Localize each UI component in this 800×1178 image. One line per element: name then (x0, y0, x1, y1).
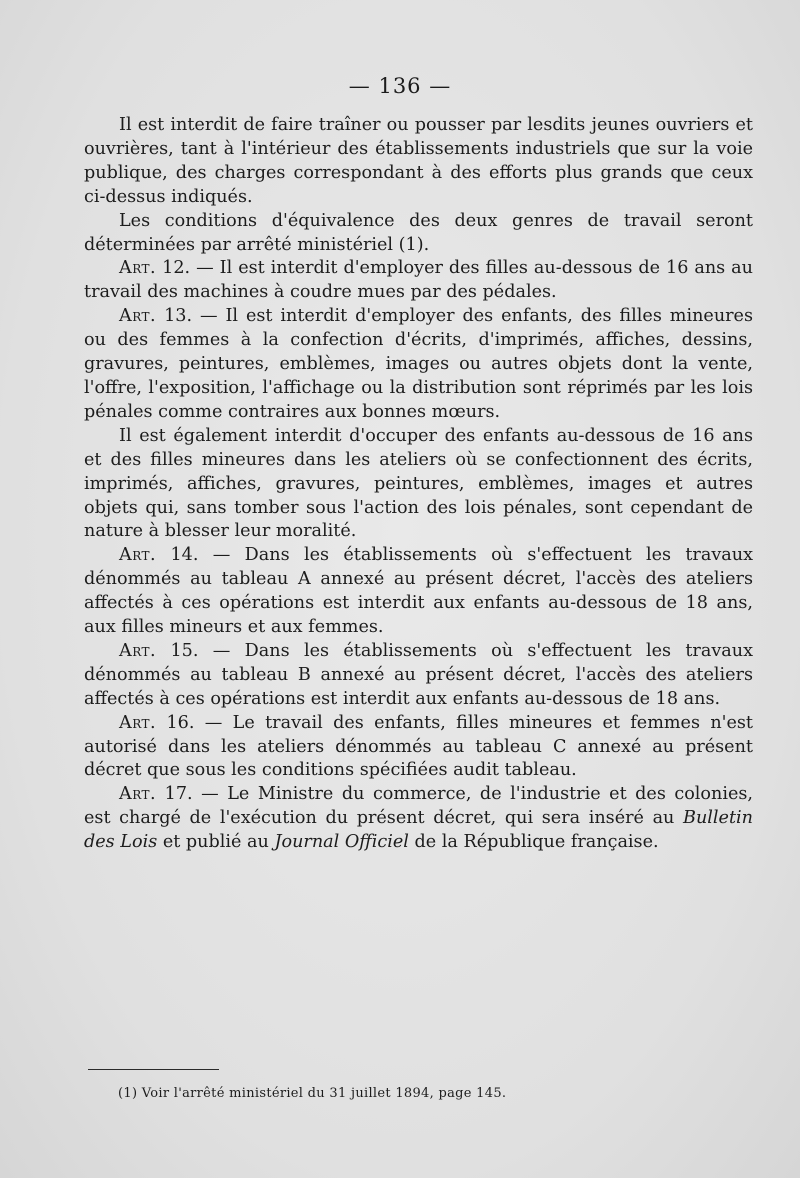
footnote: (1) Voir l'arrêté ministériel du 31 juillet 1894, page 145. (118, 1086, 507, 1101)
paragraph-text: 16. — Le travail des enfants, filles mineures et femmes n'est autorisé dans les ateliers dénommés au tableau C annexé au présent décret que sous les conditions spécifiées audit tableau. (84, 712, 753, 781)
bulletin-des-lois-title: Bulletin des Lois (84, 808, 753, 853)
paragraph-text: et publié au (162, 832, 269, 853)
paragraph-text: 14. — Dans les établissements où s'effectuent les travaux dénommés au tableau A annexé au présent décret, l'accès des ateliers affectés à ces opérations est interdit aux enfants au-dessous de 18 ans, aux filles mineurs et aux femmes. (84, 545, 754, 638)
footnote-divider (88, 1069, 219, 1070)
article-label: Art. (119, 258, 157, 279)
paragraph-text: 15. — Dans les établissements où s'effectuent les travaux dénommés au tableau B annexé au présent décret, l'accès des ateliers affectés à ces opérations est interdit aux enfants au-dessous de 18 ans. (84, 640, 754, 709)
paragraph-text: Il est interdit de faire traîner ou pousser par lesdits jeunes ouvriers et ouvrières, tant à l'intérieur des établissements industriels que sur la voie publique, des charges correspondant à des efforts plus grands que ceux ci-dessus indiqués. (84, 115, 753, 207)
body-text (84, 114, 753, 855)
paragraph-article-13 (84, 305, 753, 425)
paragraph-article-14 (84, 544, 753, 640)
paragraph-article-12 (84, 257, 753, 305)
article-label: Art. (119, 545, 157, 566)
article-label: Art. (119, 784, 157, 805)
article-label: Art. (119, 306, 157, 327)
article-label: Art. (119, 712, 157, 733)
paragraph-text: de la République française. (414, 832, 659, 853)
paragraph-article-15 (84, 640, 753, 712)
article-label: Art. (119, 640, 157, 661)
paragraph-article-13-continued (84, 425, 753, 545)
paragraph-text: 12. — Il est interdit d'employer des filles au-dessous de 16 ans au travail des machines à coudre mues par des pédales. (84, 258, 754, 303)
paragraph-text: 17. — Le Ministre du commerce, de l'industrie et des colonies, est chargé de l'exécution du présent décret, qui sera inséré au (84, 784, 754, 829)
paragraph-equivalence (84, 210, 753, 258)
paragraph-article-17 (84, 783, 753, 855)
journal-officiel-title: Journal Officiel (274, 832, 409, 853)
paragraph-article-16 (84, 712, 753, 784)
paragraph-text: Il est également interdit d'occuper des enfants au-dessous de 16 ans et des filles mineures dans les ateliers où se confectionnent des écrits, imprimés, affiches, gravures, peintures, emblèmes, images et autres objets qui, sans tomber sous l'action des lois pénales, sont cependant de nature à blesser leur moralité. (84, 425, 753, 542)
paragraph-intro (84, 114, 753, 210)
page-number: — 136 — (348, 74, 452, 98)
paragraph-text: Les conditions d'équivalence des deux genres de travail seront déterminées par arrêté ministériel (1). (84, 210, 753, 255)
paragraph-text: 13. — Il est interdit d'employer des enfants, des filles mineures ou des femmes à la confection d'écrits, d'imprimés, affiches, dessins, gravures, peintures, emblèmes, images ou autres objets dont la vente, l'offre, l'exposition, l'affichage ou la distribution sont réprimés par les lois pénales comme contraires aux bonnes mœurs. (84, 306, 754, 422)
